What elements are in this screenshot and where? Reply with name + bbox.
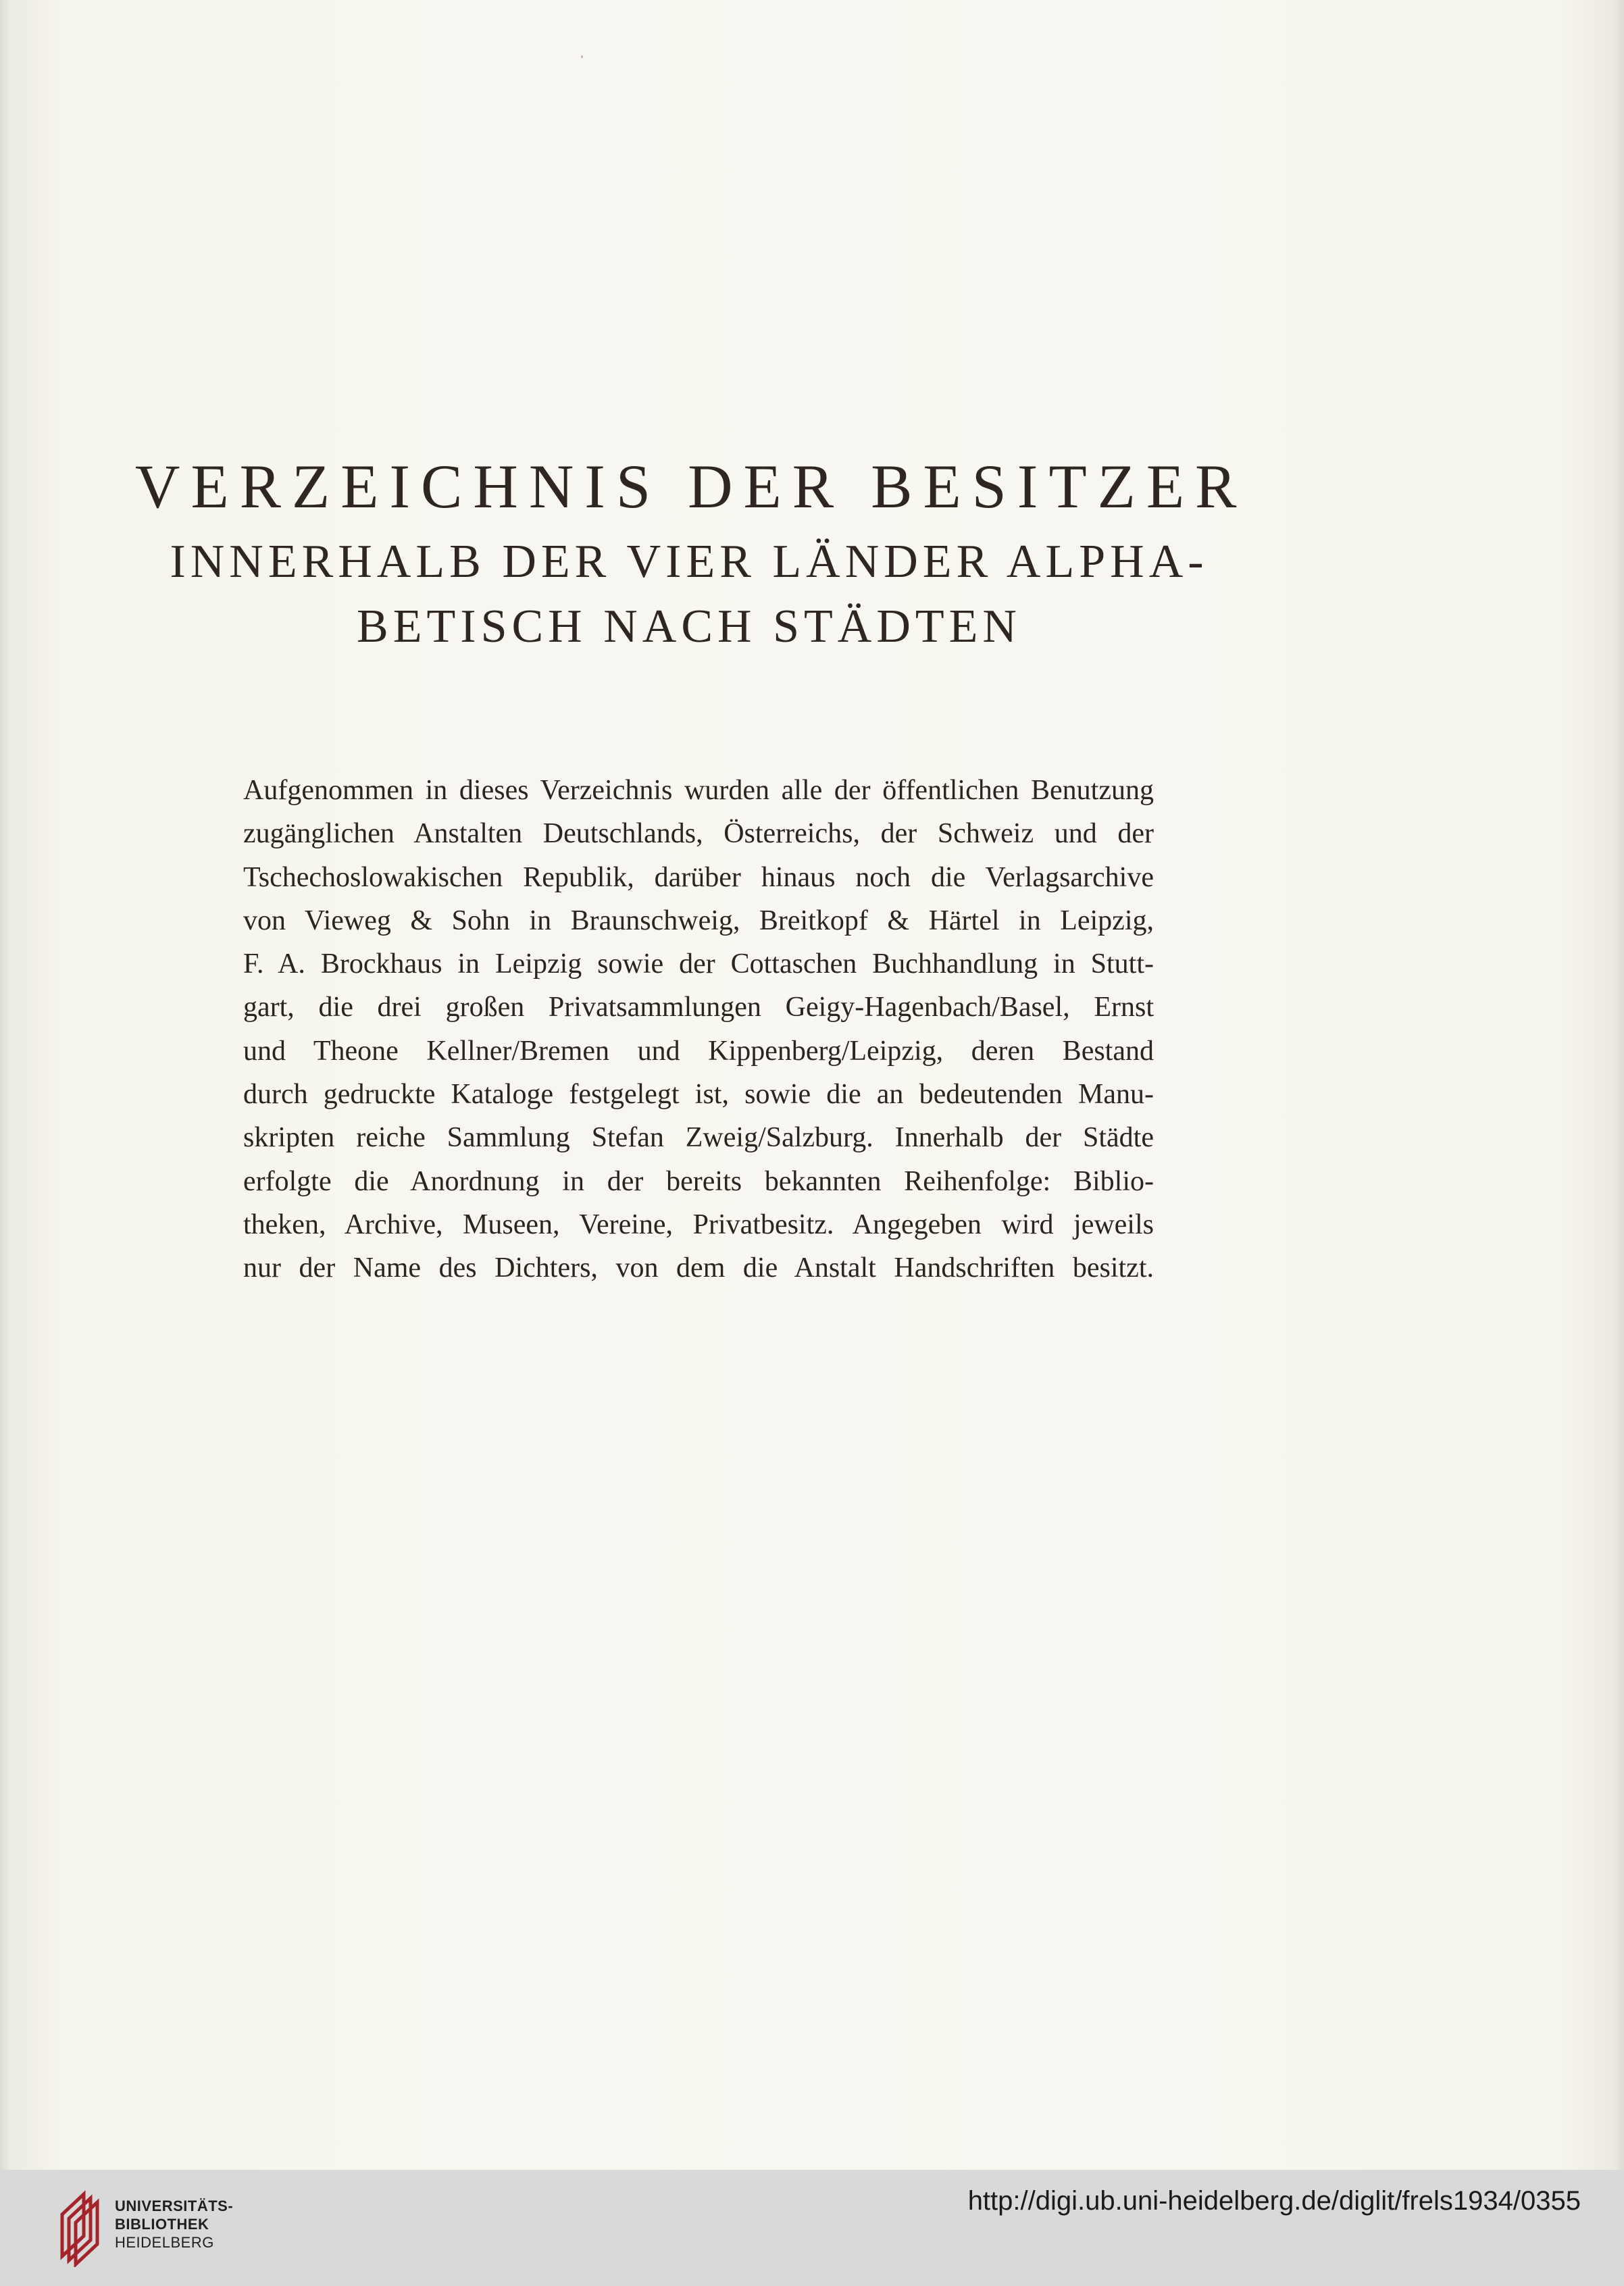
body-line: skripten reiche Sammlung Stefan Zweig/Salzburg. Innerhalb der Städte	[243, 1122, 1154, 1154]
page-edge-shadow-right	[1615, 0, 1624, 2170]
body-line: erfolgte die Anordnung in der bereits bekannten Reihenfolge: Biblio-	[243, 1165, 1154, 1197]
body-line: F. A. Brockhaus in Leipzig sowie der Cottaschen Buchhandlung in Stutt-	[243, 948, 1154, 980]
library-name	[115, 2197, 233, 2252]
source-url-link[interactable]: http://digi.ub.uni-heidelberg.de/diglit/frels1934/0355	[967, 2186, 1581, 2216]
university-library-logo-icon	[57, 2187, 101, 2267]
body-line: nur der Name des Dichters, von dem die Anstalt Handschriften besitzt.	[243, 1252, 1154, 1284]
body-line: und Theone Kellner/Bremen und Kippenberg/Leipzig, deren Bestand	[243, 1035, 1154, 1067]
body-line: Tschechoslowakischen Republik, darüber hinaus noch die Verlagsarchive	[243, 861, 1154, 893]
heading-line-3: BETISCH NACH STÄDTEN	[357, 601, 1021, 653]
library-name-line-3: HEIDELBERG	[115, 2234, 214, 2251]
page-heading	[135, 451, 1248, 659]
body-line: durch gedruckte Kataloge festgelegt ist, sowie die an bedeutenden Manu-	[243, 1079, 1154, 1111]
body-line: theken, Archive, Museen, Vereine, Privatbesitz. Angegeben wird jeweils	[243, 1209, 1154, 1240]
library-name-line-2: BIBLIOTHEK	[115, 2216, 209, 2233]
heading-line-2: INNERHALB DER VIER LÄNDER ALPHA-	[170, 536, 1209, 588]
heading-line-1: VERZEICHNIS DER BESITZER	[135, 452, 1248, 521]
paper-speck	[581, 55, 583, 58]
body-paragraph	[243, 769, 1154, 1290]
body-line: gart, die drei großen Privatsammlungen Geigy-Hagenbach/Basel, Ernst	[243, 992, 1154, 1023]
page-edge-shadow-left	[0, 0, 9, 2170]
library-name-line-1: UNIVERSITÄTS-	[115, 2198, 234, 2214]
body-line: zugänglichen Anstalten Deutschlands, Österreichs, der Schweiz und der	[243, 818, 1154, 850]
body-line: Aufgenommen in dieses Verzeichnis wurden alle der öffentlichen Benutzung	[243, 775, 1154, 806]
body-line: von Vieweg & Sohn in Braunschweig, Breitkopf & Härtel in Leipzig,	[243, 905, 1154, 936]
